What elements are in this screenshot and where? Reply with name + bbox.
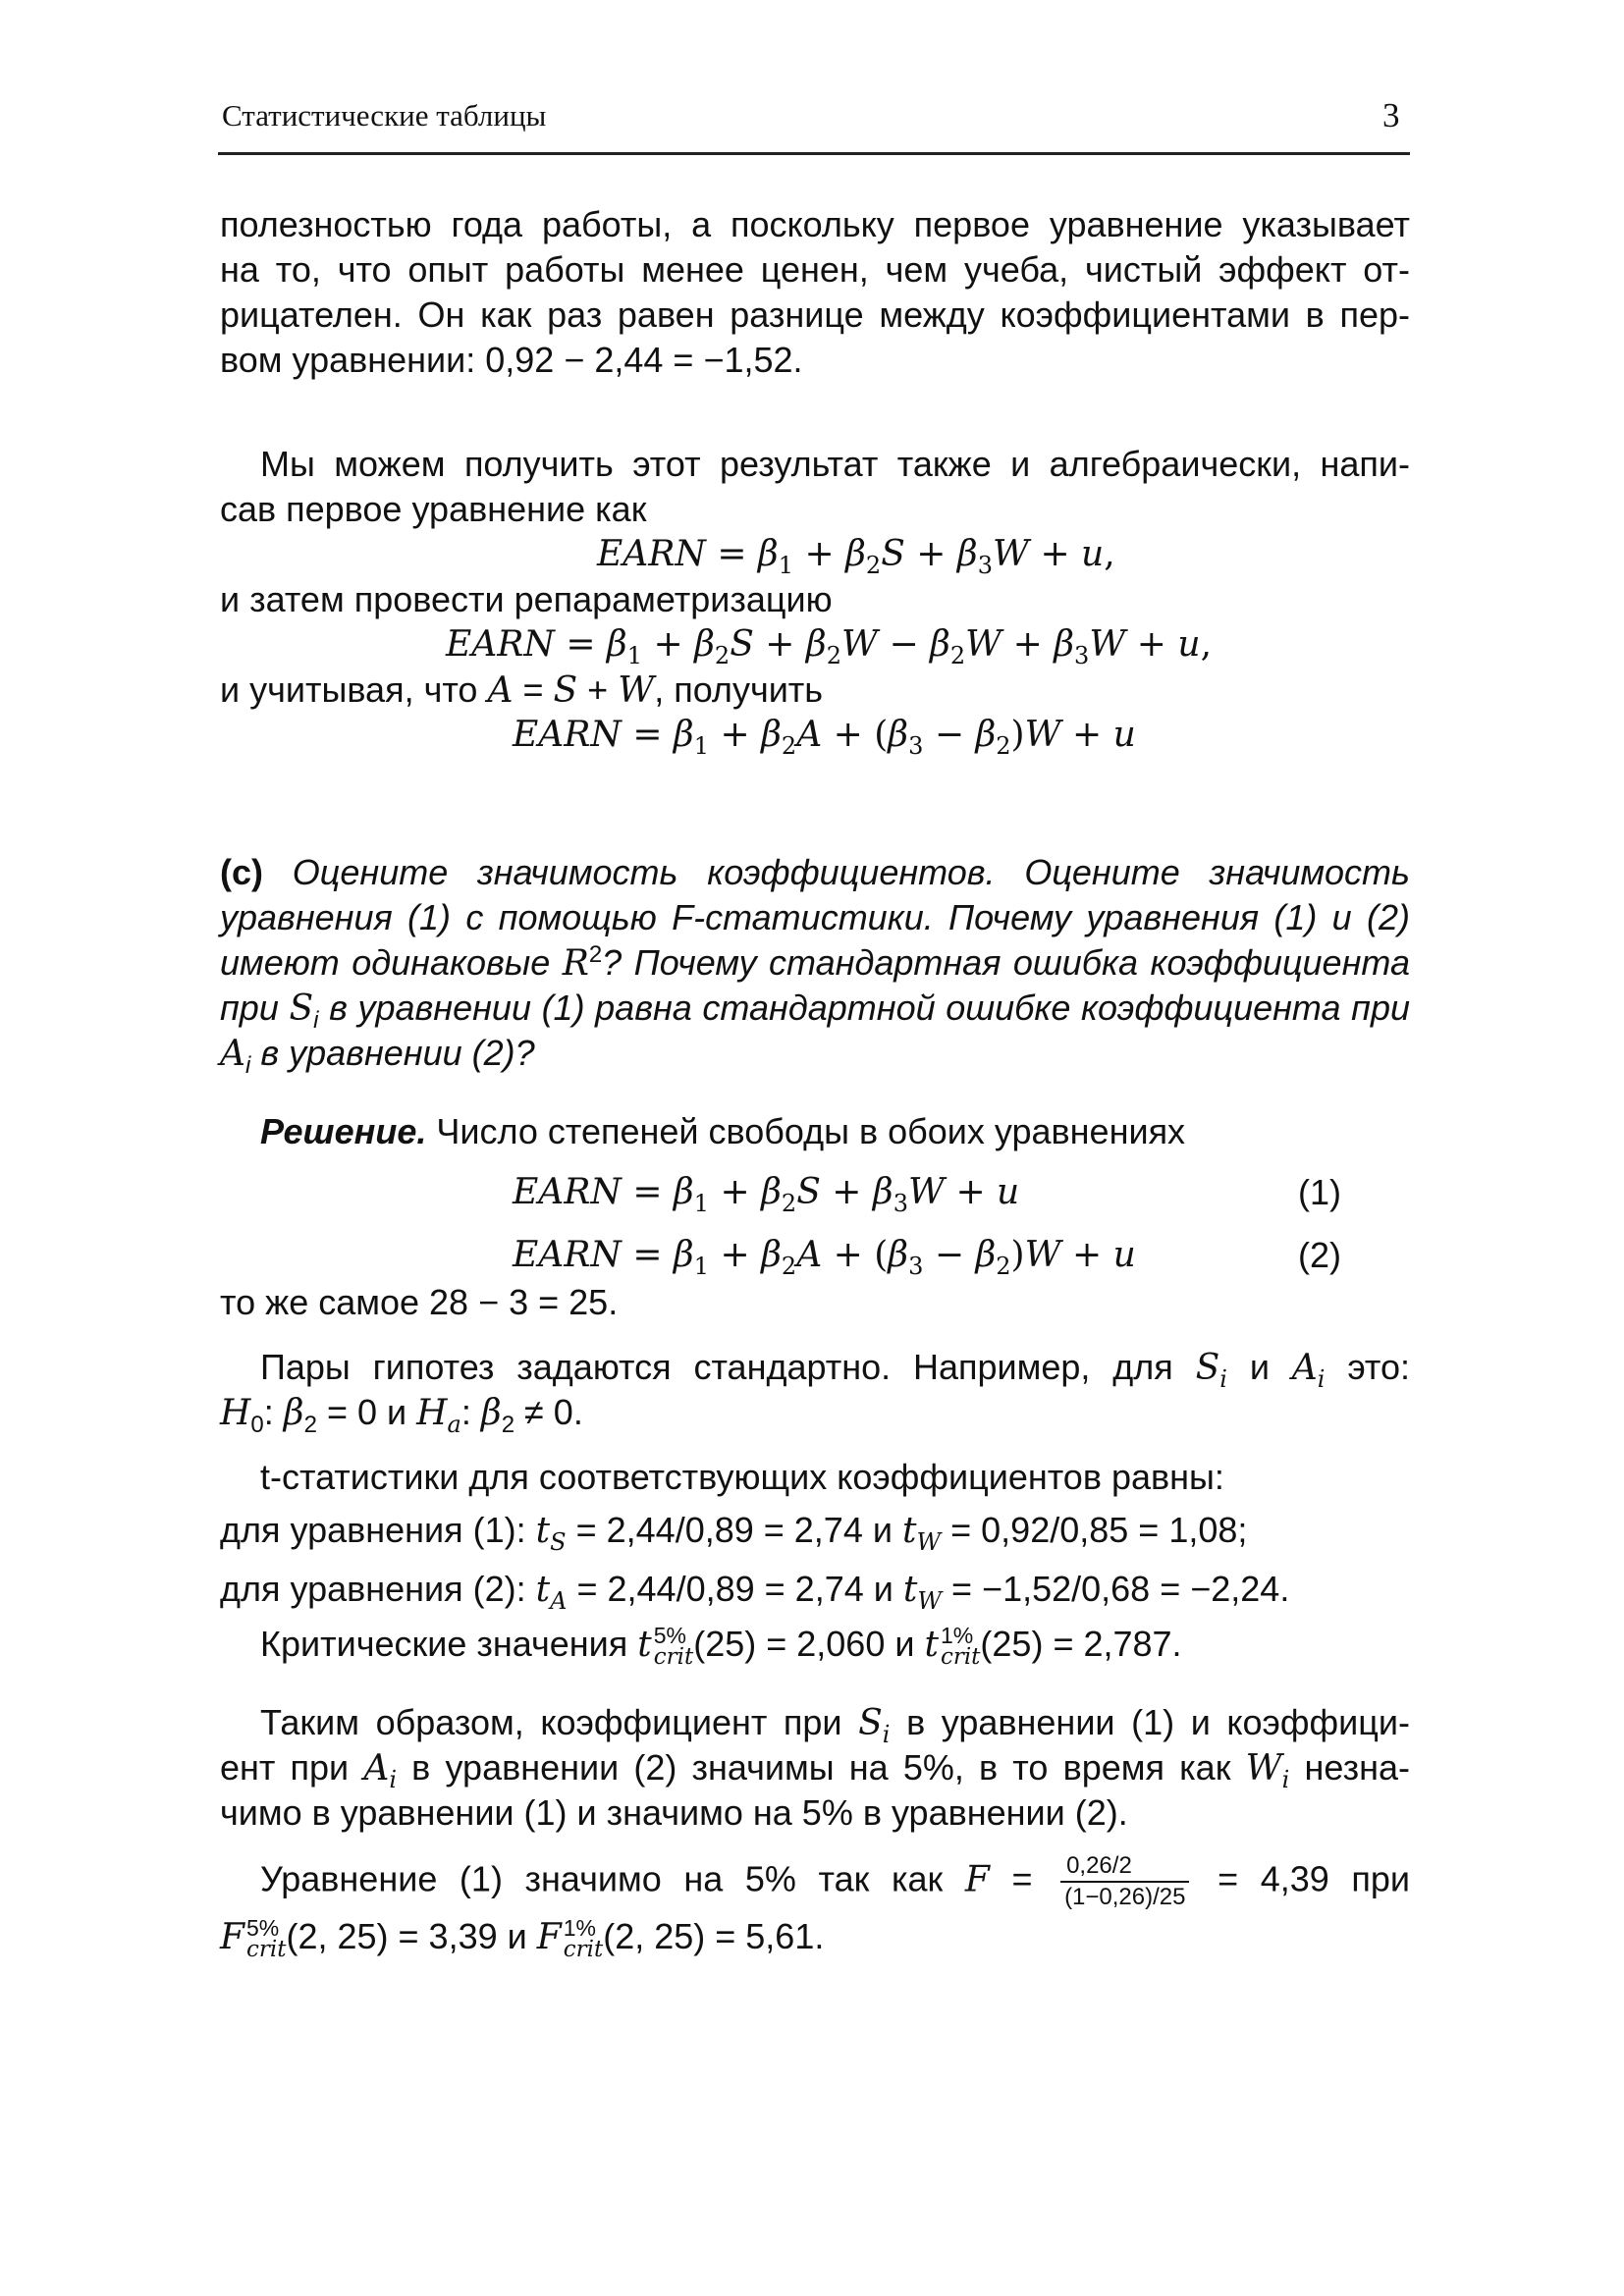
part-c-line4: при $S_i$ в уравнении (1) равна стандартной ошибке коэффициента при bbox=[220, 988, 1410, 1035]
para2-line4: и учитывая, что A = S + W, получить bbox=[220, 669, 824, 711]
para1-line4: вом уравнении: 0,92 − 2,44 = −1,52. bbox=[220, 340, 803, 380]
f-stat-line1: Уравнение (1) значимо на 5% так как F = $\frac{0,26/2}{(1-0,26)/25}$ = 4,39 при bbox=[260, 1852, 1410, 1910]
part-c-line3: имеют одинаковые $R^2$? Почему стандартная ошибка коэффициента bbox=[220, 941, 1410, 984]
page-number: 3 bbox=[1382, 96, 1400, 134]
hypotheses-line1: Пары гипотез задаются стандартно. Например, для $S_i$ и $A_i$ это: bbox=[260, 1347, 1411, 1394]
part-c-line2: уравнения (1) с помощью F-статистики. Почему уравнения (1) и (2) bbox=[220, 897, 1410, 937]
para2-line1: Мы можем получить этот результат также и алгебраически, напи- bbox=[260, 444, 1410, 484]
equation-1-number: (1) bbox=[1298, 1172, 1341, 1212]
equation-earn-reparam: EARN = $\beta_1 + \beta_2S + \beta_2W - \beta_2W + \beta_3W + u$, bbox=[446, 624, 1213, 670]
part-c-label: (c) bbox=[220, 852, 263, 892]
para2-line2: сав первое уравнение как bbox=[220, 489, 647, 529]
f-stat-fraction: $\frac{0,26/2}{(1-0,26)/25}$ bbox=[1060, 1851, 1189, 1912]
part-c-line5: $A_i$ в уравнении (2)? bbox=[220, 1033, 535, 1080]
solution-label: Решение. bbox=[260, 1111, 427, 1151]
para1-line3: рицателен. Он как раз равен разнице между коэффициентами в пер- bbox=[220, 294, 1410, 335]
hypotheses-line2: $H_0$: $\beta_2 = 0$ и $H_a$: $\beta_2 \ne 0$. bbox=[220, 1392, 583, 1439]
solution-line1: Решение. Число степеней свободы в обоих уравнениях bbox=[260, 1111, 1186, 1151]
part-c-line1: (c) Оцените значимость коэффициентов. Оцените значимость bbox=[220, 852, 1410, 892]
header-rule bbox=[218, 152, 1410, 155]
significance-line2: ент при $A_i$ в уравнении (2) значимы на 5%, в то время как $W_i$ незна- bbox=[220, 1747, 1410, 1794]
tstat-eq1: для уравнения (1): $t_S = 2,44/0,89 = 2,74$ и $t_W = 0,92/0,85 = 1,08$; bbox=[220, 1510, 1248, 1557]
significance-line3: чимо в уравнении (1) и значимо на 5% в уравнении (2). bbox=[220, 1792, 1128, 1833]
running-header-title: Статистические таблицы bbox=[222, 98, 547, 133]
equation-2: EARN = $\beta_1 + \beta_2A + (\beta_3 - \beta_2)W + u$ bbox=[513, 1235, 1136, 1281]
critical-values: Критические значения t 5% crit (25) = 2,060 и t 1% crit (25) = 2,787. bbox=[260, 1623, 1182, 1671]
equation-earn-original: EARN = $\beta_1 + \beta_2S + \beta_3W + u$, bbox=[597, 534, 1115, 580]
f-stat-line2: F 5% crit (2, 25) = 3,39 и F 1% crit (2, 25) = 5,61. bbox=[220, 1915, 825, 1963]
significance-line1: Таким образом, коэффициент при $S_i$ в уравнении (1) и коэффици- bbox=[260, 1702, 1410, 1749]
tstat-eq2: для уравнения (2): $t_A = 2,44/0,89 = 2,74$ и $t_W = -1,52/0,68 = -2,24$. bbox=[220, 1569, 1290, 1616]
tstat-intro: t-статистики для соответствующих коэффициентов равны: bbox=[260, 1457, 1224, 1497]
equation-2-number: (2) bbox=[1298, 1235, 1341, 1275]
para1-line1: полезностью года работы, а поскольку первое уравнение указывает bbox=[220, 204, 1410, 244]
para2-line3: и затем провести репараметризацию bbox=[220, 579, 833, 619]
solution-line2: то же самое 28 − 3 = 25. bbox=[220, 1282, 619, 1322]
equation-earn-final: EARN = $\beta_1 + \beta_2A + (\beta_3 - \beta_2)W + u$ bbox=[513, 715, 1136, 761]
para1-line2: на то, что опыт работы менее ценен, чем учеба, чистый эффект от- bbox=[220, 249, 1410, 290]
equation-1: EARN = $\beta_1 + \beta_2S + \beta_3W + u$ bbox=[513, 1172, 1020, 1218]
